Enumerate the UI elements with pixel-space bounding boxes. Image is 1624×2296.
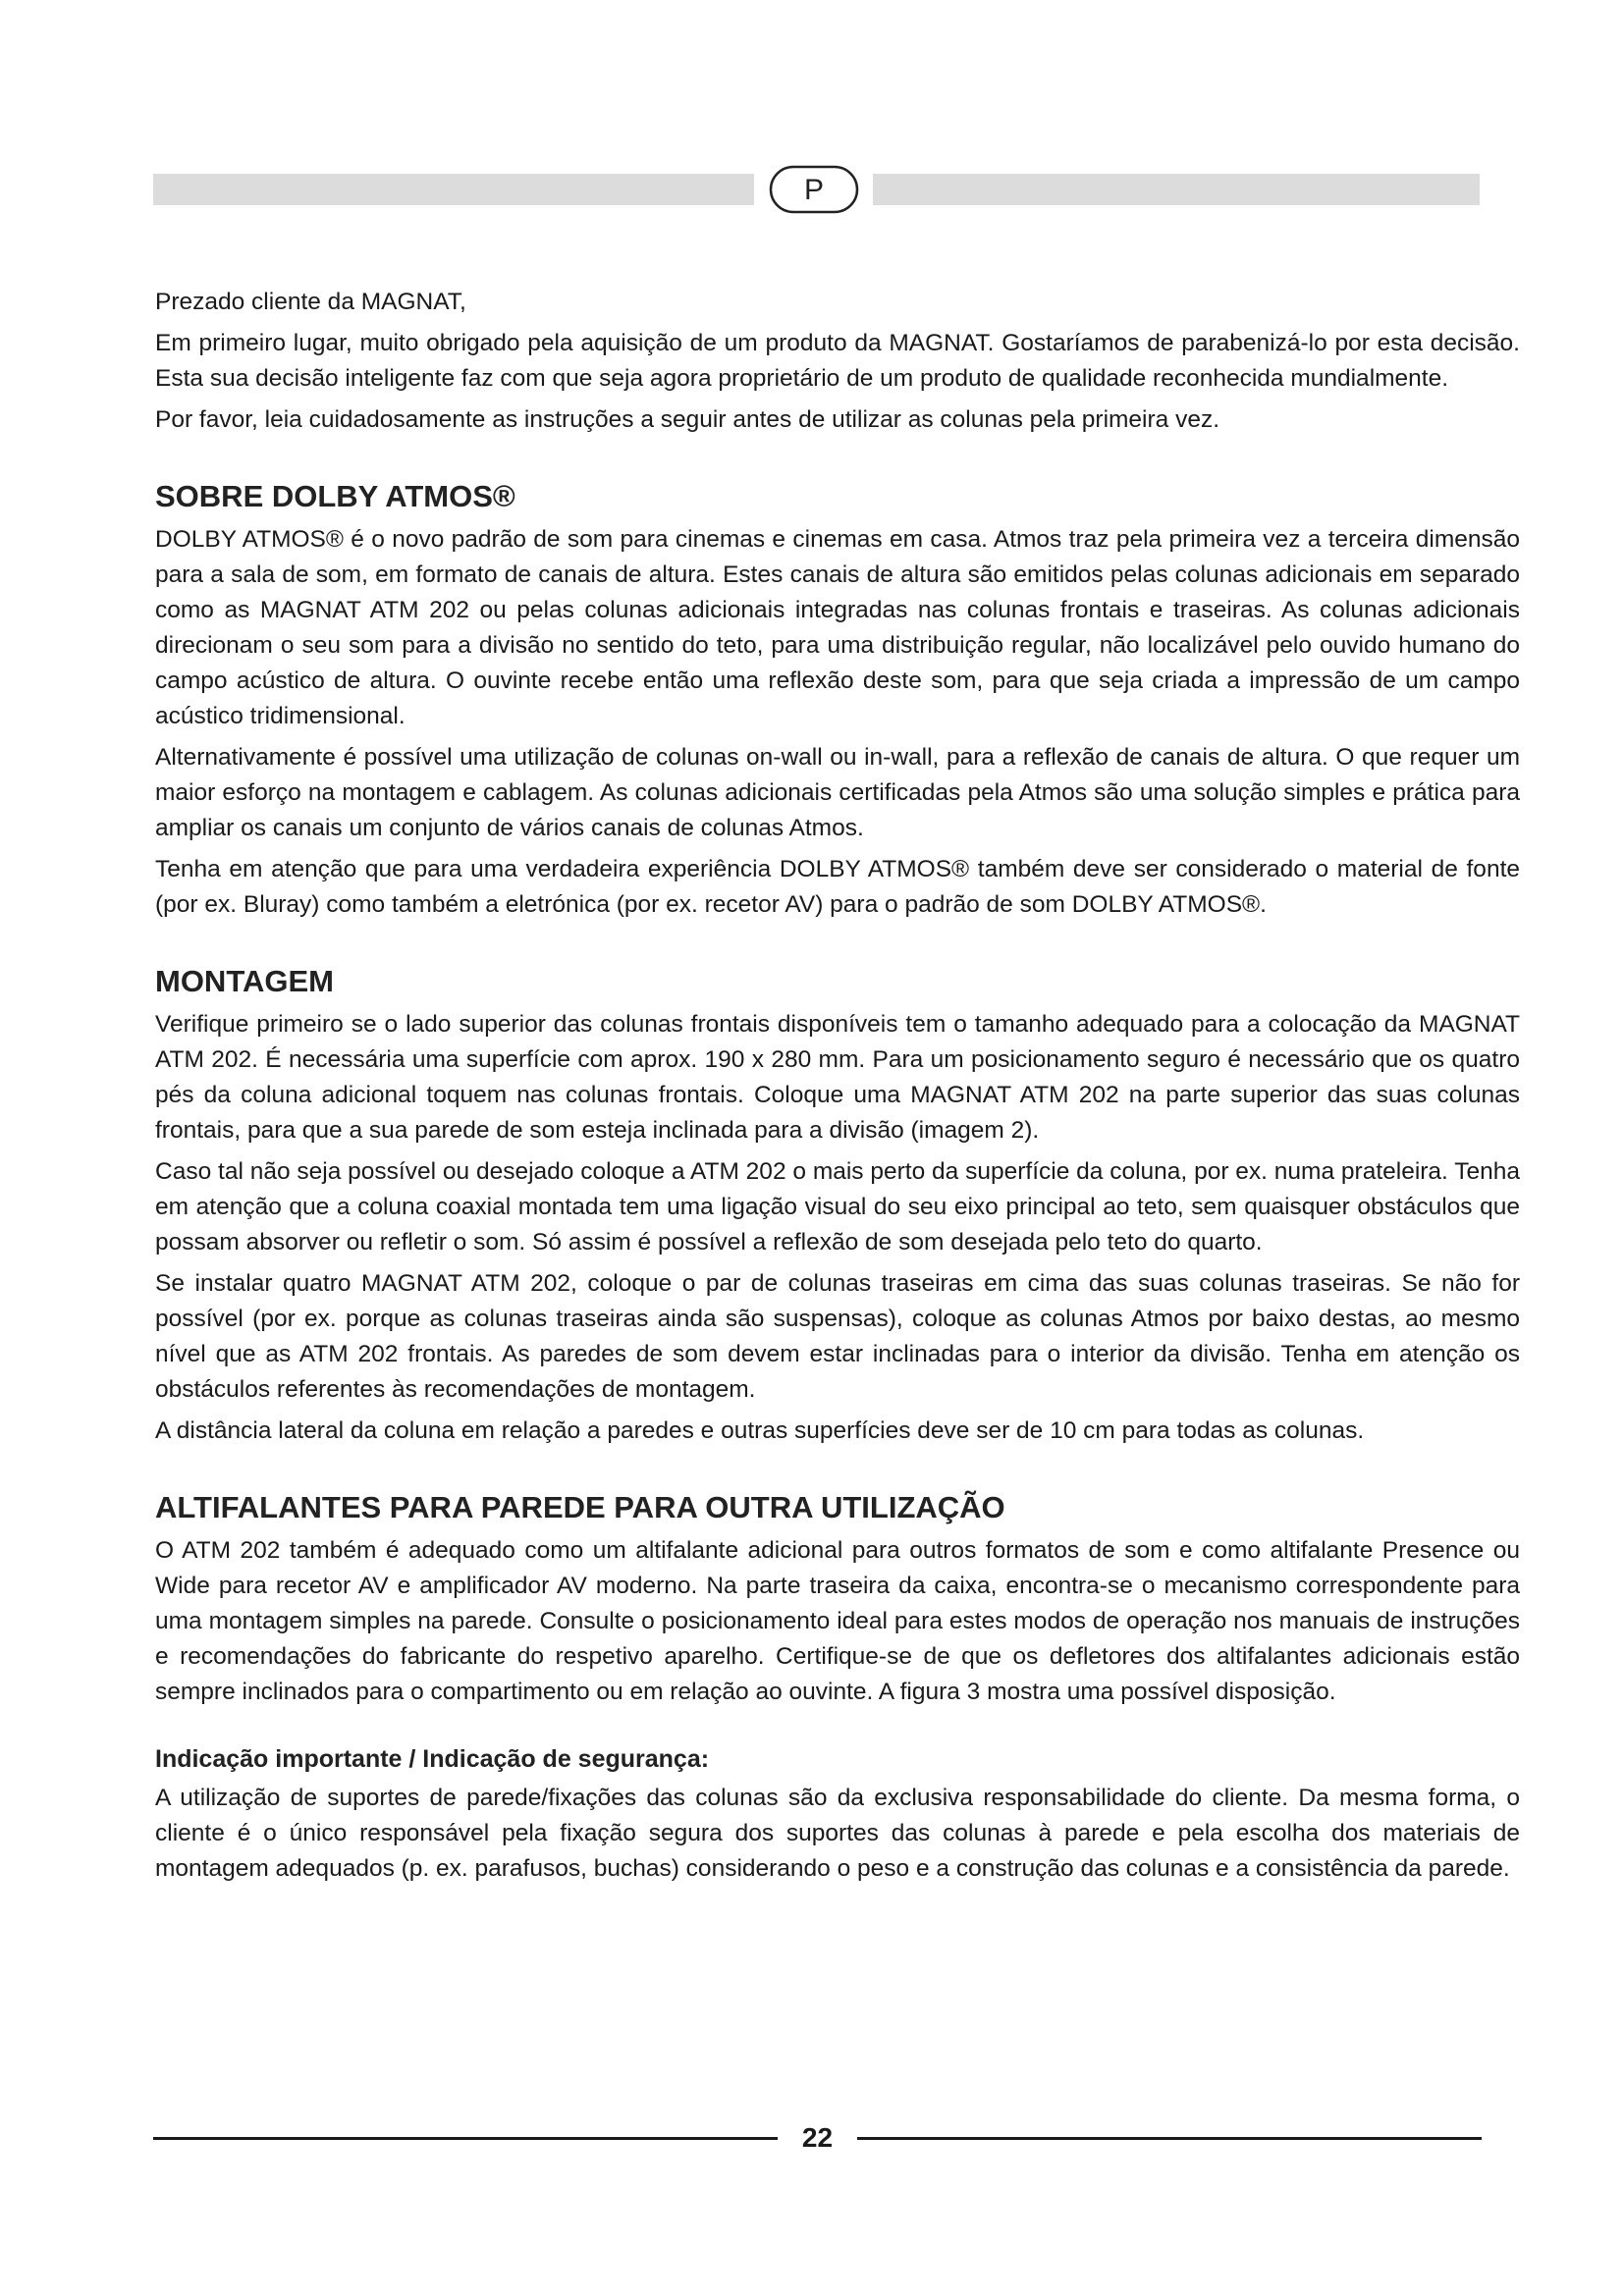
section-paragraph: Se instalar quatro MAGNAT ATM 202, coloque o par de colunas traseiras em cima das suas colunas traseiras. Se não for possível (por ex. porque as colunas traseiras ainda são suspensas), coloque as colunas Atmos por baixo destas, ao mesmo nível que as ATM 202 frontais. As paredes de som devem estar inclinadas para o interior da divisão. Tenha em atenção os obstáculos referentes às recomendações de montagem.	[155, 1270, 1520, 1403]
section-paragraph: DOLBY ATMOS® é o novo padrão de som para cinemas e cinemas em casa. Atmos traz pela primeira vez a terceira dimensão para a sala de som, em formato de canais de altura. Estes canais de altura são emitidos pelas colunas adicionais em separado como as MAGNAT ATM 202 ou pelas colunas adicionais integradas nas colunas frontais e traseiras. As colunas adicionais direcionam o seu som para a divisão no sentido do teto, para uma distribuição regular, não localizável pelo ouvido humano do campo acústico de altura. O ouvinte recebe então uma reflexão deste som, para que seja criada a impressão de um campo acústico tridimensional.	[155, 526, 1520, 729]
intro-paragraph: Em primeiro lugar, muito obrigado pela aquisição de um produto da MAGNAT. Gostaríamos de parabenizá-lo por esta decisão. Esta sua decisão inteligente faz com que seja agora proprietário de um produto de qualidade reconhecida mundialmente.	[155, 330, 1520, 392]
section-heading: SOBRE DOLBY ATMOS®	[155, 479, 515, 513]
section-dolby-atmos	[155, 477, 1520, 923]
intro	[155, 285, 1520, 438]
section-paragraph: A distância lateral da coluna em relação a paredes e outras superfícies deve ser de 10 cm para todas as colunas.	[155, 1417, 1365, 1444]
language-badge	[761, 164, 867, 215]
safety-heading: Indicação importante / Indicação de segurança:	[155, 1745, 710, 1773]
language-badge-label: P	[803, 174, 825, 206]
page-number: 22	[801, 2122, 834, 2153]
section-paragraph: O ATM 202 também é adequado como um altifalante adicional para outros formatos de som e como altifalante Presence ou Wide para recetor AV e amplificador AV moderno. Na parte traseira da caixa, encontra-se o mecanismo correspondente para uma montagem simples na parede. Consulte o posicionamento ideal para estes modos de operação nos manuais de instruções e recomendações do fabricante do respetivo aparelho. Certifique-se de que os defletores dos altifalantes adicionais estão sempre inclinados para o compartimento ou em relação ao ouvinte. A figura 3 mostra uma possível disposição.	[155, 1537, 1520, 1705]
safety-notice	[155, 1741, 1520, 1887]
section-wall-speakers	[155, 1488, 1520, 1710]
footer-rule-left	[153, 2137, 778, 2140]
greeting: Prezado cliente da MAGNAT,	[155, 289, 466, 315]
section-heading: ALTIFALANTES PARA PAREDE PARA OUTRA UTILIZAÇÃO	[155, 1490, 1005, 1524]
footer-rule-right	[857, 2137, 1482, 2140]
section-paragraph: Caso tal não seja possível ou desejado coloque a ATM 202 o mais perto da superfície da coluna, por ex. numa prateleira. Tenha em atenção que a coluna coaxial montada tem uma ligação visual do seu eixo principal ao teto, sem quaisquer obstáculos que possam absorver ou refletir o som. Só assim é possível a reflexão de som desejada pelo teto do quarto.	[155, 1158, 1520, 1255]
section-heading: MONTAGEM	[155, 964, 334, 998]
section-montagem	[155, 962, 1520, 1449]
document-body	[155, 285, 1520, 1887]
safety-text: A utilização de suportes de parede/fixações das colunas são da exclusiva responsabilidade do cliente. Da mesma forma, o cliente é o único responsável pela fixação segura dos suportes das colunas à parede e pela escolha dos materiais de montagem adequados (p. ex. parafusos, buchas) considerando o peso e a construção das colunas e a consistência da parede.	[155, 1785, 1520, 1882]
section-paragraph: Verifique primeiro se o lado superior das colunas frontais disponíveis tem o tamanho adequado para a colocação da MAGNAT ATM 202. É necessária uma superfície com aprox. 190 x 280 mm. Para um posicionamento seguro é necessário que os quatro pés da coluna adicional toquem nas colunas frontais. Coloque uma MAGNAT ATM 202 na parte superior das suas colunas frontais, para que a sua parede de som esteja inclinada para a divisão (imagem 2).	[155, 1011, 1520, 1144]
section-paragraph: Tenha em atenção que para uma verdadeira experiência DOLBY ATMOS® também deve ser considerado o material de fonte (por ex. Bluray) como também a eletrónica (por ex. recetor AV) para o padrão de som DOLBY ATMOS®.	[155, 856, 1520, 918]
intro-paragraph: Por favor, leia cuidadosamente as instruções a seguir antes de utilizar as colunas pela primeira vez.	[155, 406, 1220, 433]
header-bar-right	[873, 174, 1480, 205]
section-paragraph: Alternativamente é possível uma utilização de colunas on-wall ou in-wall, para a reflexão de canais de altura. O que requer um maior esforço na montagem e cablagem. As colunas adicionais certificadas pela Atmos são uma solução simples e prática para ampliar os canais um conjunto de vários canais de colunas Atmos.	[155, 744, 1520, 841]
header-bar-left	[153, 174, 754, 205]
